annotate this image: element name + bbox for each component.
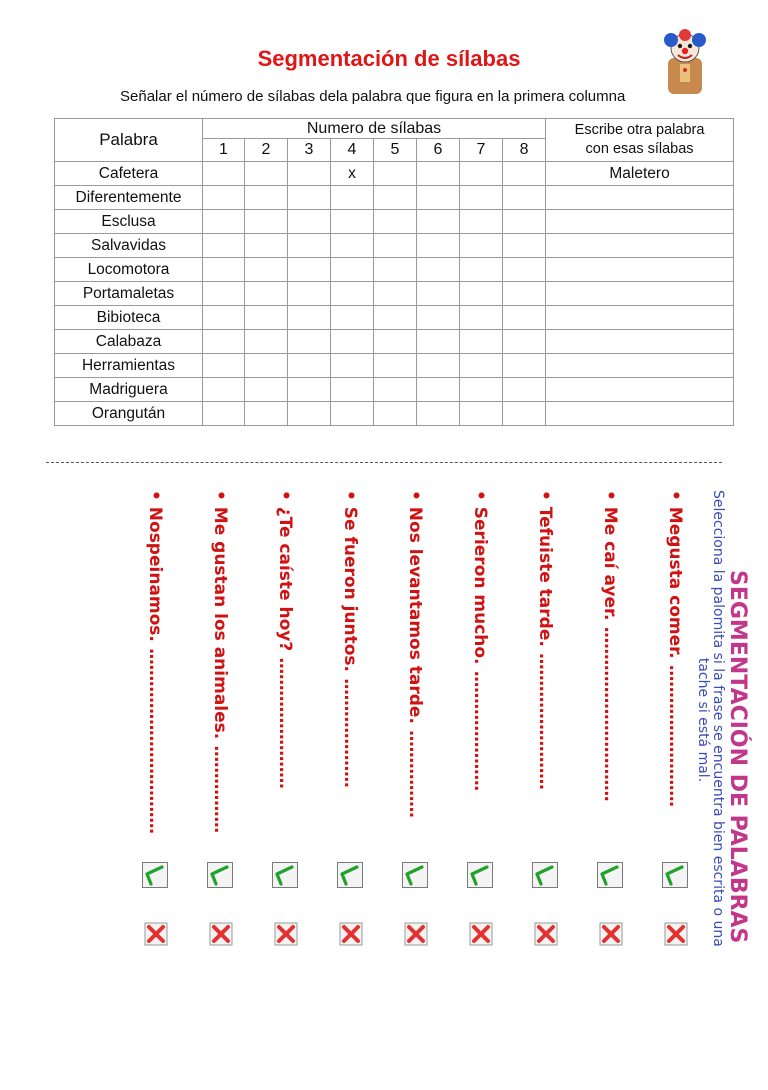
sentence-dots: .......................... xyxy=(665,664,685,807)
syllable-count-cell[interactable] xyxy=(503,330,546,354)
cross-icon[interactable] xyxy=(469,922,493,946)
sentence-text: • Megusta comer. xyxy=(665,490,685,659)
checkmark-icon[interactable] xyxy=(402,862,428,888)
other-word-cell[interactable] xyxy=(546,282,734,306)
sentence-dots: .................................. xyxy=(145,647,165,834)
syllable-count-cell[interactable] xyxy=(503,210,546,234)
syllable-count-cell[interactable] xyxy=(331,378,374,402)
syllable-count-cell[interactable] xyxy=(460,210,503,234)
syllable-count-cell[interactable] xyxy=(460,354,503,378)
syllable-count-cell[interactable] xyxy=(245,330,288,354)
word-cell: Esclusa xyxy=(55,210,203,234)
other-word-cell[interactable] xyxy=(546,402,734,426)
syllable-count-cell[interactable] xyxy=(203,306,245,330)
dashed-separator xyxy=(46,462,722,463)
syllables-table xyxy=(54,118,734,426)
header-number-8: 8 xyxy=(503,139,546,162)
syllable-count-cell[interactable] xyxy=(288,282,331,306)
syllable-count-cell[interactable] xyxy=(288,162,331,186)
table-row xyxy=(55,354,734,378)
header-number-5: 5 xyxy=(374,139,417,162)
other-word-cell[interactable] xyxy=(546,258,734,282)
sentence-dots: ........................ xyxy=(275,657,295,789)
header-number-2: 2 xyxy=(245,139,288,162)
other-word-cell[interactable] xyxy=(546,234,734,258)
syllable-count-cell[interactable] xyxy=(288,210,331,234)
header-number-1: 1 xyxy=(203,139,245,162)
syllable-count-cell[interactable] xyxy=(203,378,245,402)
sentence-item xyxy=(595,490,625,801)
word-cell: Herramientas xyxy=(55,354,203,378)
syllable-count-cell[interactable] xyxy=(331,306,374,330)
syllable-count-cell[interactable] xyxy=(417,282,460,306)
syllable-count-cell[interactable] xyxy=(331,258,374,282)
syllable-count-cell[interactable] xyxy=(288,186,331,210)
syllable-count-cell[interactable] xyxy=(417,162,460,186)
syllable-count-cell[interactable] xyxy=(460,282,503,306)
sentence-item xyxy=(335,490,365,787)
syllable-count-cell[interactable] xyxy=(288,354,331,378)
word-cell: Bibioteca xyxy=(55,306,203,330)
syllable-count-cell[interactable] xyxy=(331,354,374,378)
syllable-count-cell[interactable] xyxy=(417,402,460,426)
syllable-count-cell[interactable] xyxy=(245,378,288,402)
syllable-count-cell[interactable] xyxy=(374,282,417,306)
sentence-text: • Se fueron juntos. xyxy=(340,490,360,673)
syllable-count-cell[interactable] xyxy=(203,210,245,234)
header-number-7: 7 xyxy=(460,139,503,162)
syllable-count-cell[interactable] xyxy=(203,330,245,354)
syllable-count-cell[interactable] xyxy=(460,330,503,354)
cross-icon[interactable] xyxy=(599,922,623,946)
syllable-count-cell[interactable] xyxy=(331,186,374,210)
syllable-count-cell[interactable] xyxy=(374,186,417,210)
page-subtitle: Señalar el número de sílabas dela palabra que figura en la primera columna xyxy=(120,88,626,105)
checkmark-icon[interactable] xyxy=(597,862,623,888)
syllable-count-cell[interactable] xyxy=(417,306,460,330)
section-title: SEGMENTACIÓN DE PALABRAS xyxy=(725,570,750,944)
other-word-cell[interactable] xyxy=(546,378,734,402)
syllable-count-cell[interactable] xyxy=(374,258,417,282)
page-title: Segmentación de sílabas xyxy=(257,46,521,71)
table-row xyxy=(55,378,734,402)
syllable-count-cell[interactable] xyxy=(245,210,288,234)
syllable-count-cell[interactable] xyxy=(503,282,546,306)
syllable-count-cell[interactable] xyxy=(245,258,288,282)
syllable-count-cell[interactable] xyxy=(503,186,546,210)
header-otra-palabra xyxy=(546,119,734,162)
header-number-4: 4 xyxy=(331,139,374,162)
word-cell: Portamaletas xyxy=(55,282,203,306)
syllable-count-cell[interactable] xyxy=(203,186,245,210)
checkmark-icon[interactable] xyxy=(272,862,298,888)
syllable-count-cell[interactable] xyxy=(245,186,288,210)
checkmark-icon[interactable] xyxy=(337,862,363,888)
checkmark-icon[interactable] xyxy=(142,862,168,888)
sentence-item xyxy=(660,490,690,806)
syllable-count-cell[interactable] xyxy=(245,282,288,306)
sentence-dots: ................ xyxy=(405,729,425,818)
cross-icon[interactable] xyxy=(274,922,298,946)
syllable-count-cell[interactable] xyxy=(460,186,503,210)
table-row xyxy=(55,234,734,258)
header-otra-line1: Escribe otra palabra xyxy=(574,122,705,138)
checkmark-icon[interactable] xyxy=(532,862,558,888)
syllable-count-cell[interactable] xyxy=(374,330,417,354)
syllable-count-cell[interactable] xyxy=(460,258,503,282)
syllable-count-cell[interactable]: x xyxy=(331,162,374,186)
other-word-cell[interactable] xyxy=(546,210,734,234)
checkmark-icon[interactable] xyxy=(467,862,493,888)
other-word-cell[interactable] xyxy=(546,354,734,378)
sentence-item xyxy=(400,490,430,817)
sentence-item xyxy=(140,490,170,833)
syllable-count-cell[interactable] xyxy=(460,234,503,258)
header-number-3: 3 xyxy=(288,139,331,162)
syllable-count-cell[interactable] xyxy=(374,210,417,234)
table-row xyxy=(55,282,734,306)
syllable-count-cell[interactable] xyxy=(374,354,417,378)
syllable-count-cell[interactable] xyxy=(203,234,245,258)
sentence-dots: ................ xyxy=(210,745,230,833)
word-cell: Diferentemente xyxy=(55,186,203,210)
sentence-text: • Nos levantamos tarde. xyxy=(405,490,425,724)
cross-icon[interactable] xyxy=(144,922,168,946)
table-row xyxy=(55,402,734,426)
table-row xyxy=(55,258,734,282)
sentence-text: • Me gustan los animales. xyxy=(210,490,230,740)
sentence-text: • ¿Te caíste hoy? xyxy=(275,490,295,652)
syllable-count-cell[interactable] xyxy=(331,210,374,234)
syllable-count-cell[interactable] xyxy=(460,162,503,186)
syllable-count-cell[interactable] xyxy=(374,378,417,402)
word-cell: Madriguera xyxy=(55,378,203,402)
syllable-count-cell[interactable] xyxy=(503,234,546,258)
syllable-count-cell[interactable] xyxy=(417,330,460,354)
syllable-count-cell[interactable] xyxy=(460,402,503,426)
syllable-count-cell[interactable] xyxy=(374,162,417,186)
syllable-count-cell[interactable] xyxy=(331,234,374,258)
syllable-count-cell[interactable] xyxy=(203,282,245,306)
word-cell: Salvavidas xyxy=(55,234,203,258)
syllable-count-cell[interactable] xyxy=(374,402,417,426)
syllable-count-cell[interactable] xyxy=(245,354,288,378)
sentence-dots: .................... xyxy=(340,677,360,788)
syllable-count-cell[interactable] xyxy=(503,402,546,426)
syllable-count-cell[interactable] xyxy=(203,162,245,186)
sentence-text: • Serieron mucho. xyxy=(470,490,490,665)
syllable-count-cell[interactable] xyxy=(503,354,546,378)
header-otra-line2: con esas sílabas xyxy=(585,141,694,157)
sentence-item xyxy=(530,490,560,789)
word-cell: Orangután xyxy=(55,402,203,426)
sentence-dots: ................................ xyxy=(600,626,620,801)
table-row xyxy=(55,330,734,354)
syllable-count-cell[interactable] xyxy=(288,234,331,258)
syllable-count-cell[interactable] xyxy=(245,402,288,426)
table-row xyxy=(55,162,734,186)
syllable-count-cell[interactable] xyxy=(460,306,503,330)
instructions-line-2: tache si está mal. xyxy=(695,657,711,783)
syllable-count-cell[interactable] xyxy=(288,306,331,330)
cross-icon[interactable] xyxy=(404,922,428,946)
word-cell: Calabaza xyxy=(55,330,203,354)
syllable-count-cell[interactable] xyxy=(503,162,546,186)
syllable-count-cell[interactable] xyxy=(288,258,331,282)
syllable-count-cell[interactable] xyxy=(417,186,460,210)
sentence-item xyxy=(270,490,300,788)
sentence-item xyxy=(465,490,495,791)
syllable-count-cell[interactable] xyxy=(417,234,460,258)
syllable-count-cell[interactable] xyxy=(288,330,331,354)
syllable-count-cell[interactable] xyxy=(331,330,374,354)
syllable-count-cell[interactable] xyxy=(288,402,331,426)
instructions-line-1: Selecciona la palomita si la frase se encuentra bien escrita o una xyxy=(710,490,726,947)
header-palabra: Palabra xyxy=(55,119,203,162)
sentence-text: • Nospeinamos. xyxy=(145,490,165,642)
syllable-count-cell[interactable] xyxy=(460,378,503,402)
syllable-count-cell[interactable] xyxy=(417,378,460,402)
syllable-count-cell[interactable] xyxy=(503,378,546,402)
word-cell: Locomotora xyxy=(55,258,203,282)
cross-icon[interactable] xyxy=(339,922,363,946)
table-row xyxy=(55,306,734,330)
syllable-count-cell[interactable] xyxy=(288,378,331,402)
header-numero-silabas: Numero de sílabas xyxy=(203,119,546,139)
syllable-count-cell[interactable] xyxy=(203,402,245,426)
syllable-count-cell[interactable] xyxy=(374,306,417,330)
cross-icon[interactable] xyxy=(209,922,233,946)
syllable-count-cell[interactable] xyxy=(417,210,460,234)
other-word-cell[interactable] xyxy=(546,186,734,210)
sentence-text: • Me caí ayer. xyxy=(600,490,620,621)
syllable-count-cell[interactable] xyxy=(245,234,288,258)
syllable-count-cell[interactable] xyxy=(417,258,460,282)
clown-face-icon xyxy=(660,26,710,94)
table-row xyxy=(55,210,734,234)
sentence-text: • Tefuiste tarde. xyxy=(535,490,555,647)
syllable-count-cell[interactable] xyxy=(503,258,546,282)
syllable-count-cell[interactable] xyxy=(374,234,417,258)
other-word-cell[interactable] xyxy=(546,306,734,330)
cross-icon[interactable] xyxy=(664,922,688,946)
syllable-count-cell[interactable] xyxy=(331,282,374,306)
checkmark-icon[interactable] xyxy=(207,862,233,888)
syllable-count-cell[interactable] xyxy=(245,306,288,330)
sentence-dots: ...................... xyxy=(470,670,490,791)
sentence-item xyxy=(205,490,235,832)
syllable-count-cell[interactable] xyxy=(331,402,374,426)
rotated-worksheet xyxy=(90,490,750,1090)
other-word-cell[interactable]: Maletero xyxy=(546,162,734,186)
header-number-6: 6 xyxy=(417,139,460,162)
syllable-count-cell[interactable] xyxy=(417,354,460,378)
syllable-count-cell[interactable] xyxy=(245,162,288,186)
word-cell: Cafetera xyxy=(55,162,203,186)
table-row xyxy=(55,186,734,210)
sentence-dots: ......................... xyxy=(535,652,555,790)
checkmark-icon[interactable] xyxy=(662,862,688,888)
syllable-count-cell[interactable] xyxy=(503,306,546,330)
other-word-cell[interactable] xyxy=(546,330,734,354)
syllable-count-cell[interactable] xyxy=(203,354,245,378)
cross-icon[interactable] xyxy=(534,922,558,946)
syllable-count-cell[interactable] xyxy=(203,258,245,282)
